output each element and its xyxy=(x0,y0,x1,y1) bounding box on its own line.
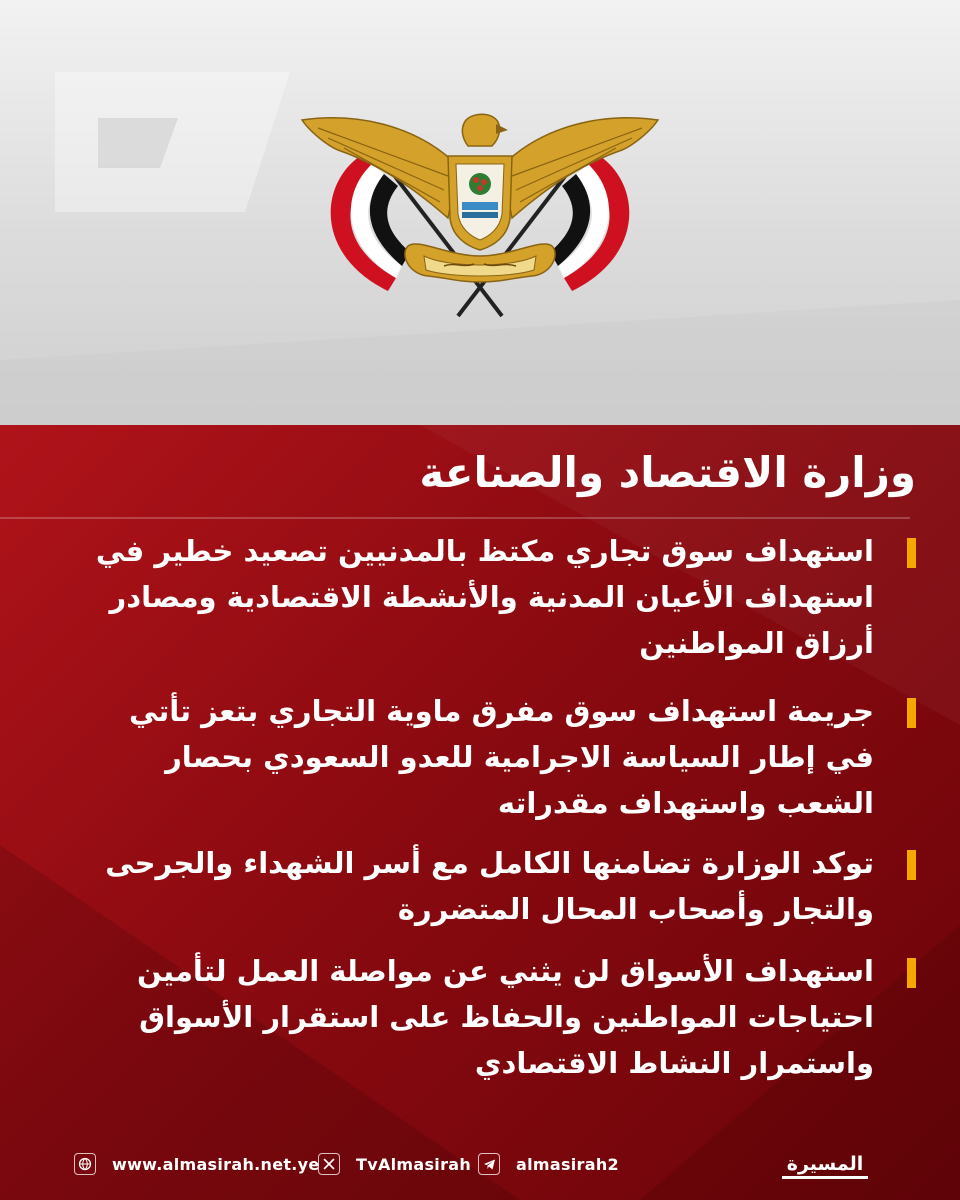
brand-logo-text: المسيرة xyxy=(786,1153,864,1175)
statement-text: استهداف سوق تجاري مكتظ بالمدنيين تصعيد خطير في استهداف الأعيان المدنية والأنشطة الاقتصادية ومصادر أرزاق المواطنين xyxy=(95,534,874,660)
x-handle-label: TvAlmasirah xyxy=(356,1154,472,1174)
bullet-bar xyxy=(907,958,916,988)
bullet-bar xyxy=(907,538,916,568)
statement-text: توكد الوزارة تضامنها الكامل مع أسر الشهداء والجرحى والتجار وأصحاب المحال المتضررة xyxy=(105,846,874,926)
list-item xyxy=(86,688,916,840)
statements-list xyxy=(86,528,916,1098)
statement-text: جريمة استهداف سوق مفرق ماوية التجاري بتعز تأتي في إطار السياسة الاجرامية للعدو السعودي بحصار الشعب واستهداف مقدراته xyxy=(129,694,874,820)
bullet-bar xyxy=(907,698,916,728)
list-item xyxy=(86,528,916,688)
brand-logo xyxy=(782,1151,868,1177)
brand-logo-underline xyxy=(782,1176,868,1179)
bullet-bar xyxy=(907,850,916,880)
telegram-link[interactable] xyxy=(478,1144,619,1184)
telegram-icon xyxy=(478,1153,500,1175)
statement-text: استهداف الأسواق لن يثني عن مواصلة العمل لتأمين احتياجات المواطنين والحفاظ على استقرار الأسواق واستمرار النشاط الاقتصادي xyxy=(137,954,874,1080)
eagle-emblem-icon xyxy=(298,106,662,320)
ministry-title: وزارة الاقتصاد والصناعة xyxy=(419,448,916,497)
globe-icon xyxy=(74,1153,96,1175)
website-label: www.almasirah.net.ye xyxy=(112,1154,320,1174)
telegram-handle-label: almasirah2 xyxy=(516,1154,619,1174)
title-divider xyxy=(0,517,960,519)
x-link[interactable] xyxy=(318,1144,471,1184)
website-link[interactable] xyxy=(74,1144,320,1184)
x-logo-icon xyxy=(318,1153,340,1175)
list-item xyxy=(86,948,916,1098)
list-item xyxy=(86,840,916,948)
header-band xyxy=(0,0,960,425)
